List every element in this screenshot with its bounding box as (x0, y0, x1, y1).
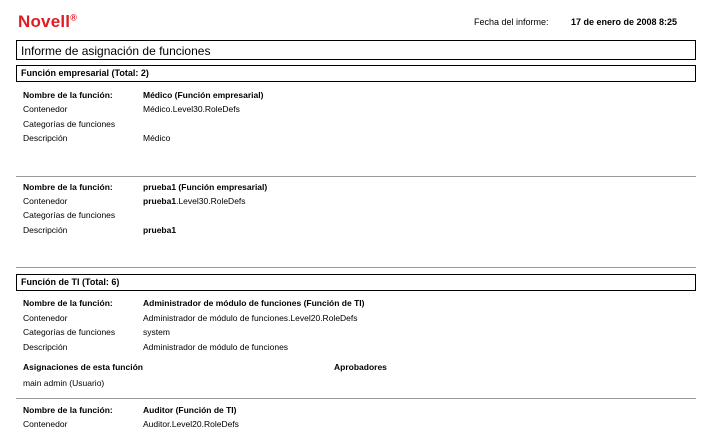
report-date-value: 17 de enero de 2008 8:25 (571, 17, 678, 27)
categories-label: Categorías de funciones (23, 327, 116, 337)
container-value: Administrador de módulo de funciones.Level20.RoleDefs (143, 313, 358, 323)
container-value: Médico.Level30.RoleDefs (143, 104, 240, 114)
categories-label: Categorías de funciones (23, 119, 116, 129)
container-label: Contenedor (23, 196, 68, 206)
categories-value: system (143, 327, 170, 337)
container-value: Auditor.Level20.RoleDefs (143, 419, 239, 429)
role-name-value: prueba1 (Función empresarial) (143, 182, 268, 192)
role-name-value: Administrador de módulo de funciones (Función de TI) (143, 298, 365, 308)
report-date-label: Fecha del informe: (474, 17, 549, 27)
role-name-value: Médico (Función empresarial) (143, 90, 264, 100)
role-name-label: Nombre de la función: (23, 182, 113, 192)
container-label: Contenedor (23, 419, 68, 429)
role-name-label: Nombre de la función: (23, 405, 113, 415)
approvers-header: Aprobadores (334, 362, 387, 372)
role-name-label: Nombre de la función: (23, 298, 113, 308)
description-label: Descripción (23, 225, 68, 235)
divider (16, 398, 696, 399)
assignments-header: Asignaciones de esta función (23, 362, 143, 372)
divider (16, 176, 696, 177)
categories-label: Categorías de funciones (23, 210, 116, 220)
description-label: Descripción (23, 342, 68, 352)
assignment-item: main admin (Usuario) (23, 378, 105, 388)
container-label: Contenedor (23, 104, 68, 114)
report-title: Informe de asignación de funciones (16, 40, 696, 60)
novell-logo: Novell® (18, 12, 78, 31)
divider (16, 267, 696, 268)
role-name-label: Nombre de la función: (23, 90, 113, 100)
container-value: prueba1.Level30.RoleDefs (143, 196, 246, 206)
description-value: Médico (143, 133, 171, 143)
role-name-value: Auditor (Función de TI) (143, 405, 237, 415)
description-value: Administrador de módulo de funciones (143, 342, 289, 352)
section-header-business-roles: Función empresarial (Total: 2) (16, 65, 696, 82)
description-label: Descripción (23, 133, 68, 143)
section-header-it-roles: Función de TI (Total: 6) (16, 274, 696, 291)
description-value: prueba1 (143, 225, 177, 235)
container-label: Contenedor (23, 313, 68, 323)
